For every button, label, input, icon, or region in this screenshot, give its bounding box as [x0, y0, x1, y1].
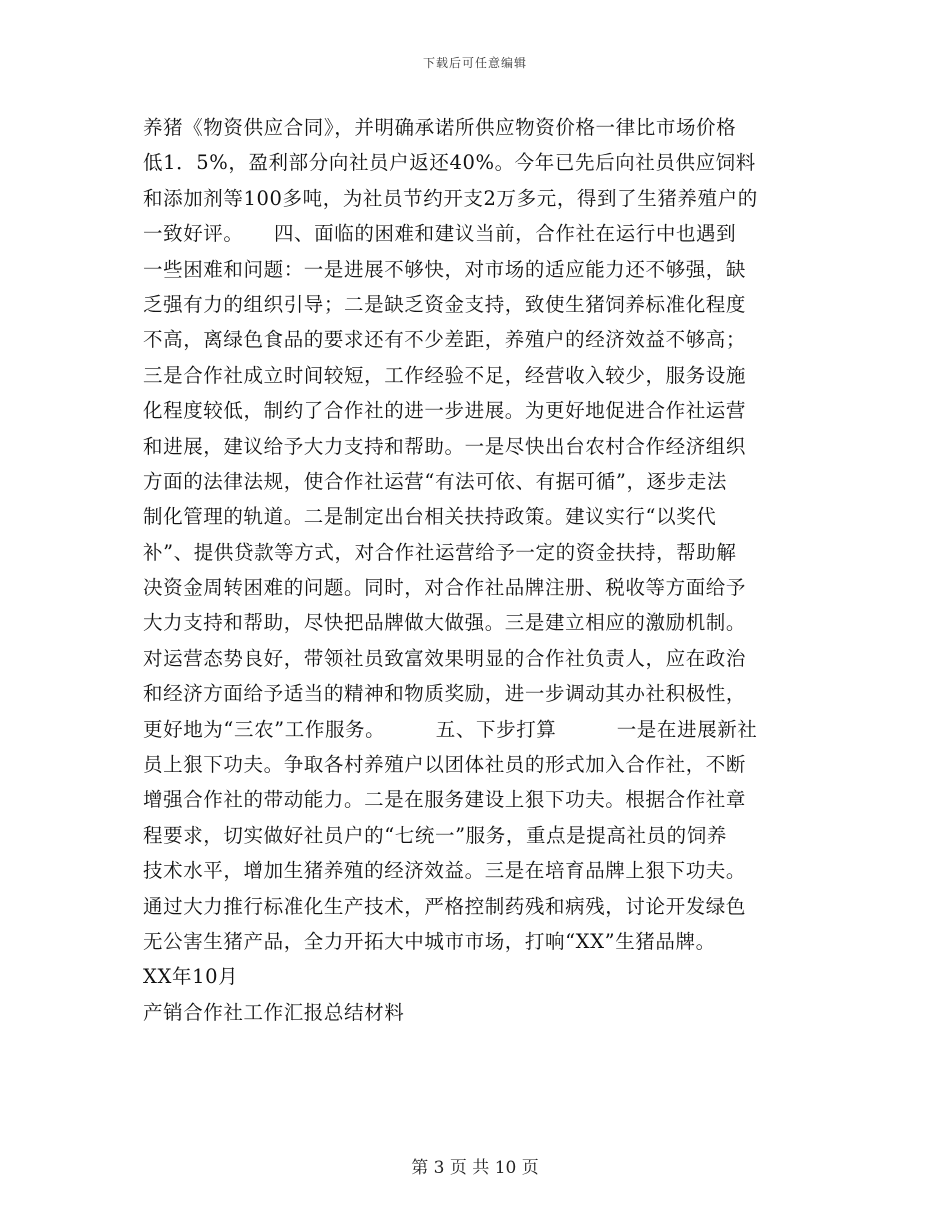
body-line: 化程度较低，制约了合作社的进一步进展。为更好地促进合作社运营	[143, 399, 747, 423]
body-line: 对运营态势良好，带领社员致富效果明显的合作社负责人，应在政治	[143, 646, 747, 670]
body-line: 三是合作社成立时间较短，工作经验不足，经营收入较少，服务设施	[143, 363, 747, 387]
body-line: 乏强有力的组织引导；二是缺乏资金支持，致使生猪饲养标准化程度	[143, 292, 747, 316]
body-line: 程要求，切实做好社员户的“七统一”服务，重点是提高社员的饲养	[143, 823, 727, 847]
body-line: 补”、提供贷款等方式，对合作社运营给予一定的资金扶持，帮助解	[143, 540, 737, 564]
body-line: 无公害生猪产品，全力开拓大中城市市场，打响“XX”生猪品牌。	[143, 929, 716, 953]
body-line: 低1．5%，盈利部分向社员户返还40%。今年已先后向社员供应饲料	[143, 151, 756, 175]
body-line: 大力支持和帮助，尽快把品牌做大做强。三是建立相应的激励机制。	[143, 611, 747, 635]
body-line: 养猪《物资供应合同》，并明确承诺所供应物资价格一律比市场价格	[143, 116, 737, 139]
body-line: 更好地为“三农”工作服务。 五、下步打算 一是在进展新社	[143, 717, 758, 741]
body-line: 增强合作社的带动能力。二是在服务建设上狠下功夫。根据合作社章	[143, 788, 747, 812]
body-line: 技术水平，增加生猪养殖的经济效益。三是在培育品牌上狠下功夫。	[143, 859, 747, 883]
body-line: 决资金周转困难的问题。同时，对合作社品牌注册、税收等方面给予	[143, 576, 747, 600]
body-line: 通过大力推行标准化生产技术，严格控制药残和病残，讨论开发绿色	[143, 894, 747, 918]
date-line: XX年10月	[143, 965, 239, 989]
body-line: 和添加剂等100多吨，为社员节约开支2万多元，得到了生猪养殖户的	[143, 186, 758, 210]
body-line: 和进展，建议给予大力支持和帮助。一是尽快出台农村合作经济组织	[143, 434, 747, 458]
body-line: 一致好评。 四、面临的困难和建议当前，合作社在运行中也遇到	[143, 222, 737, 246]
page-number: 第 3 页 共 10 页	[411, 1158, 539, 1178]
body-line: 员上狠下功夫。争取各村养殖户以团体社员的形式加入合作社，不断	[143, 753, 747, 777]
body-line: 不高，离绿色食品的要求还有不少差距，养殖户的经济效益不够高；	[143, 328, 747, 352]
body-line: 和经济方面给予适当的精神和物质奖励，进一步调动其办社积极性，	[143, 682, 747, 706]
body-line: 制化管理的轨道。二是制定出台相关扶持政策。建议实行“以奖代	[143, 505, 717, 529]
page-header-note: 下载后可任意编辑	[422, 56, 527, 70]
body-line: 方面的法律法规，使合作社运营“有法可依、有据可循”，逐步走法	[143, 469, 727, 493]
body-line: 一些困难和问题：一是进展不够快，对市场的适应能力还不够强，缺	[143, 257, 747, 281]
document-body	[143, 110, 823, 1030]
next-section-title: 产销合作社工作汇报总结材料	[143, 1000, 405, 1024]
